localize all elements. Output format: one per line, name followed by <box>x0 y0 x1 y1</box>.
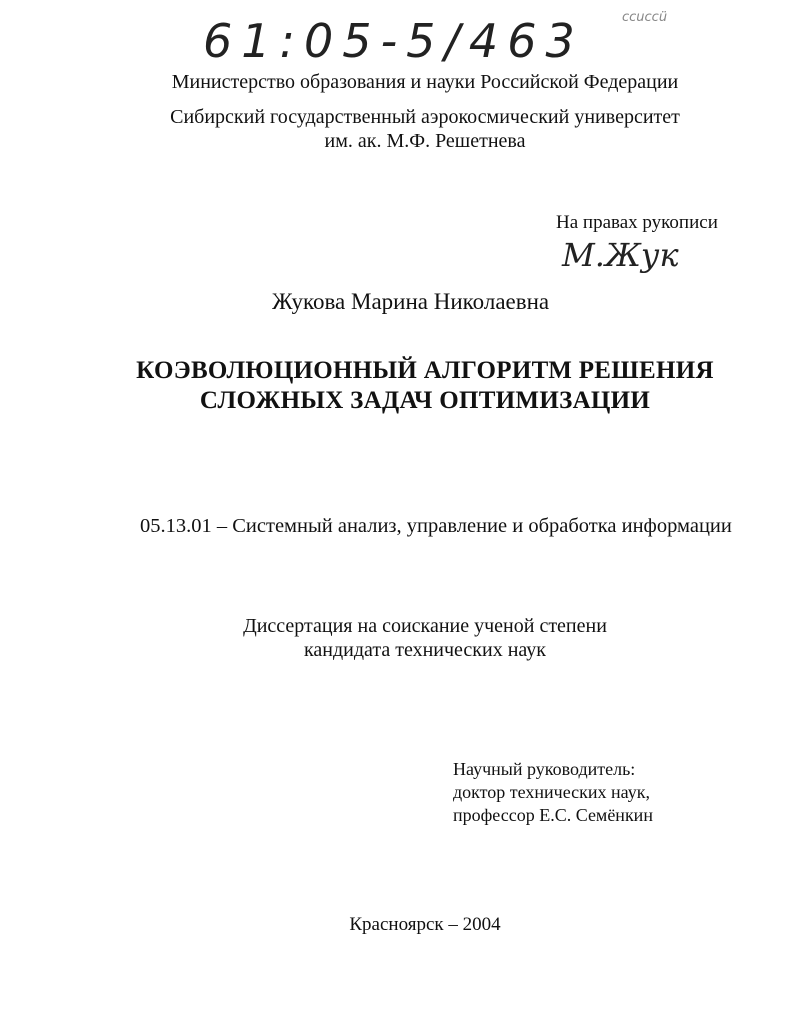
signature: М.Жук <box>562 236 679 274</box>
city-year: Красноярск – 2004 <box>349 914 501 935</box>
thesis-title-line-1: КОЭВОЛЮЦИОННЫЙ АЛГОРИТМ РЕШЕНИЯ <box>136 357 714 384</box>
thesis-title-line-2: СЛОЖНЫХ ЗАДАЧ ОПТИМИЗАЦИИ <box>199 387 651 414</box>
degree-line-1: Диссертация на соискание ученой степени <box>243 615 607 637</box>
supervisor-degree: доктор технических наук, <box>453 782 650 802</box>
university-line: Сибирский государственный аэрокосмический университет <box>170 106 680 128</box>
handwritten-note: ccuccü <box>622 10 668 25</box>
manuscript-note: На правах рукописи <box>556 212 718 233</box>
supervisor-name: профессор Е.С. Семёнкин <box>453 805 653 825</box>
degree-line-2: кандидата технических наук <box>303 639 547 661</box>
handwritten-inventory-number: 61:05-5/463 <box>203 14 584 68</box>
specialty-line: 05.13.01 – Системный анализ, управление и обработка информации <box>140 515 732 537</box>
ministry-line: Министерство образования и науки Российской Федерации <box>171 71 679 93</box>
author-name: Жукова Марина Николаевна <box>272 289 550 314</box>
supervisor-label: Научный руководитель: <box>453 759 636 779</box>
university-named-line: им. ак. М.Ф. Решетнева <box>324 130 526 152</box>
